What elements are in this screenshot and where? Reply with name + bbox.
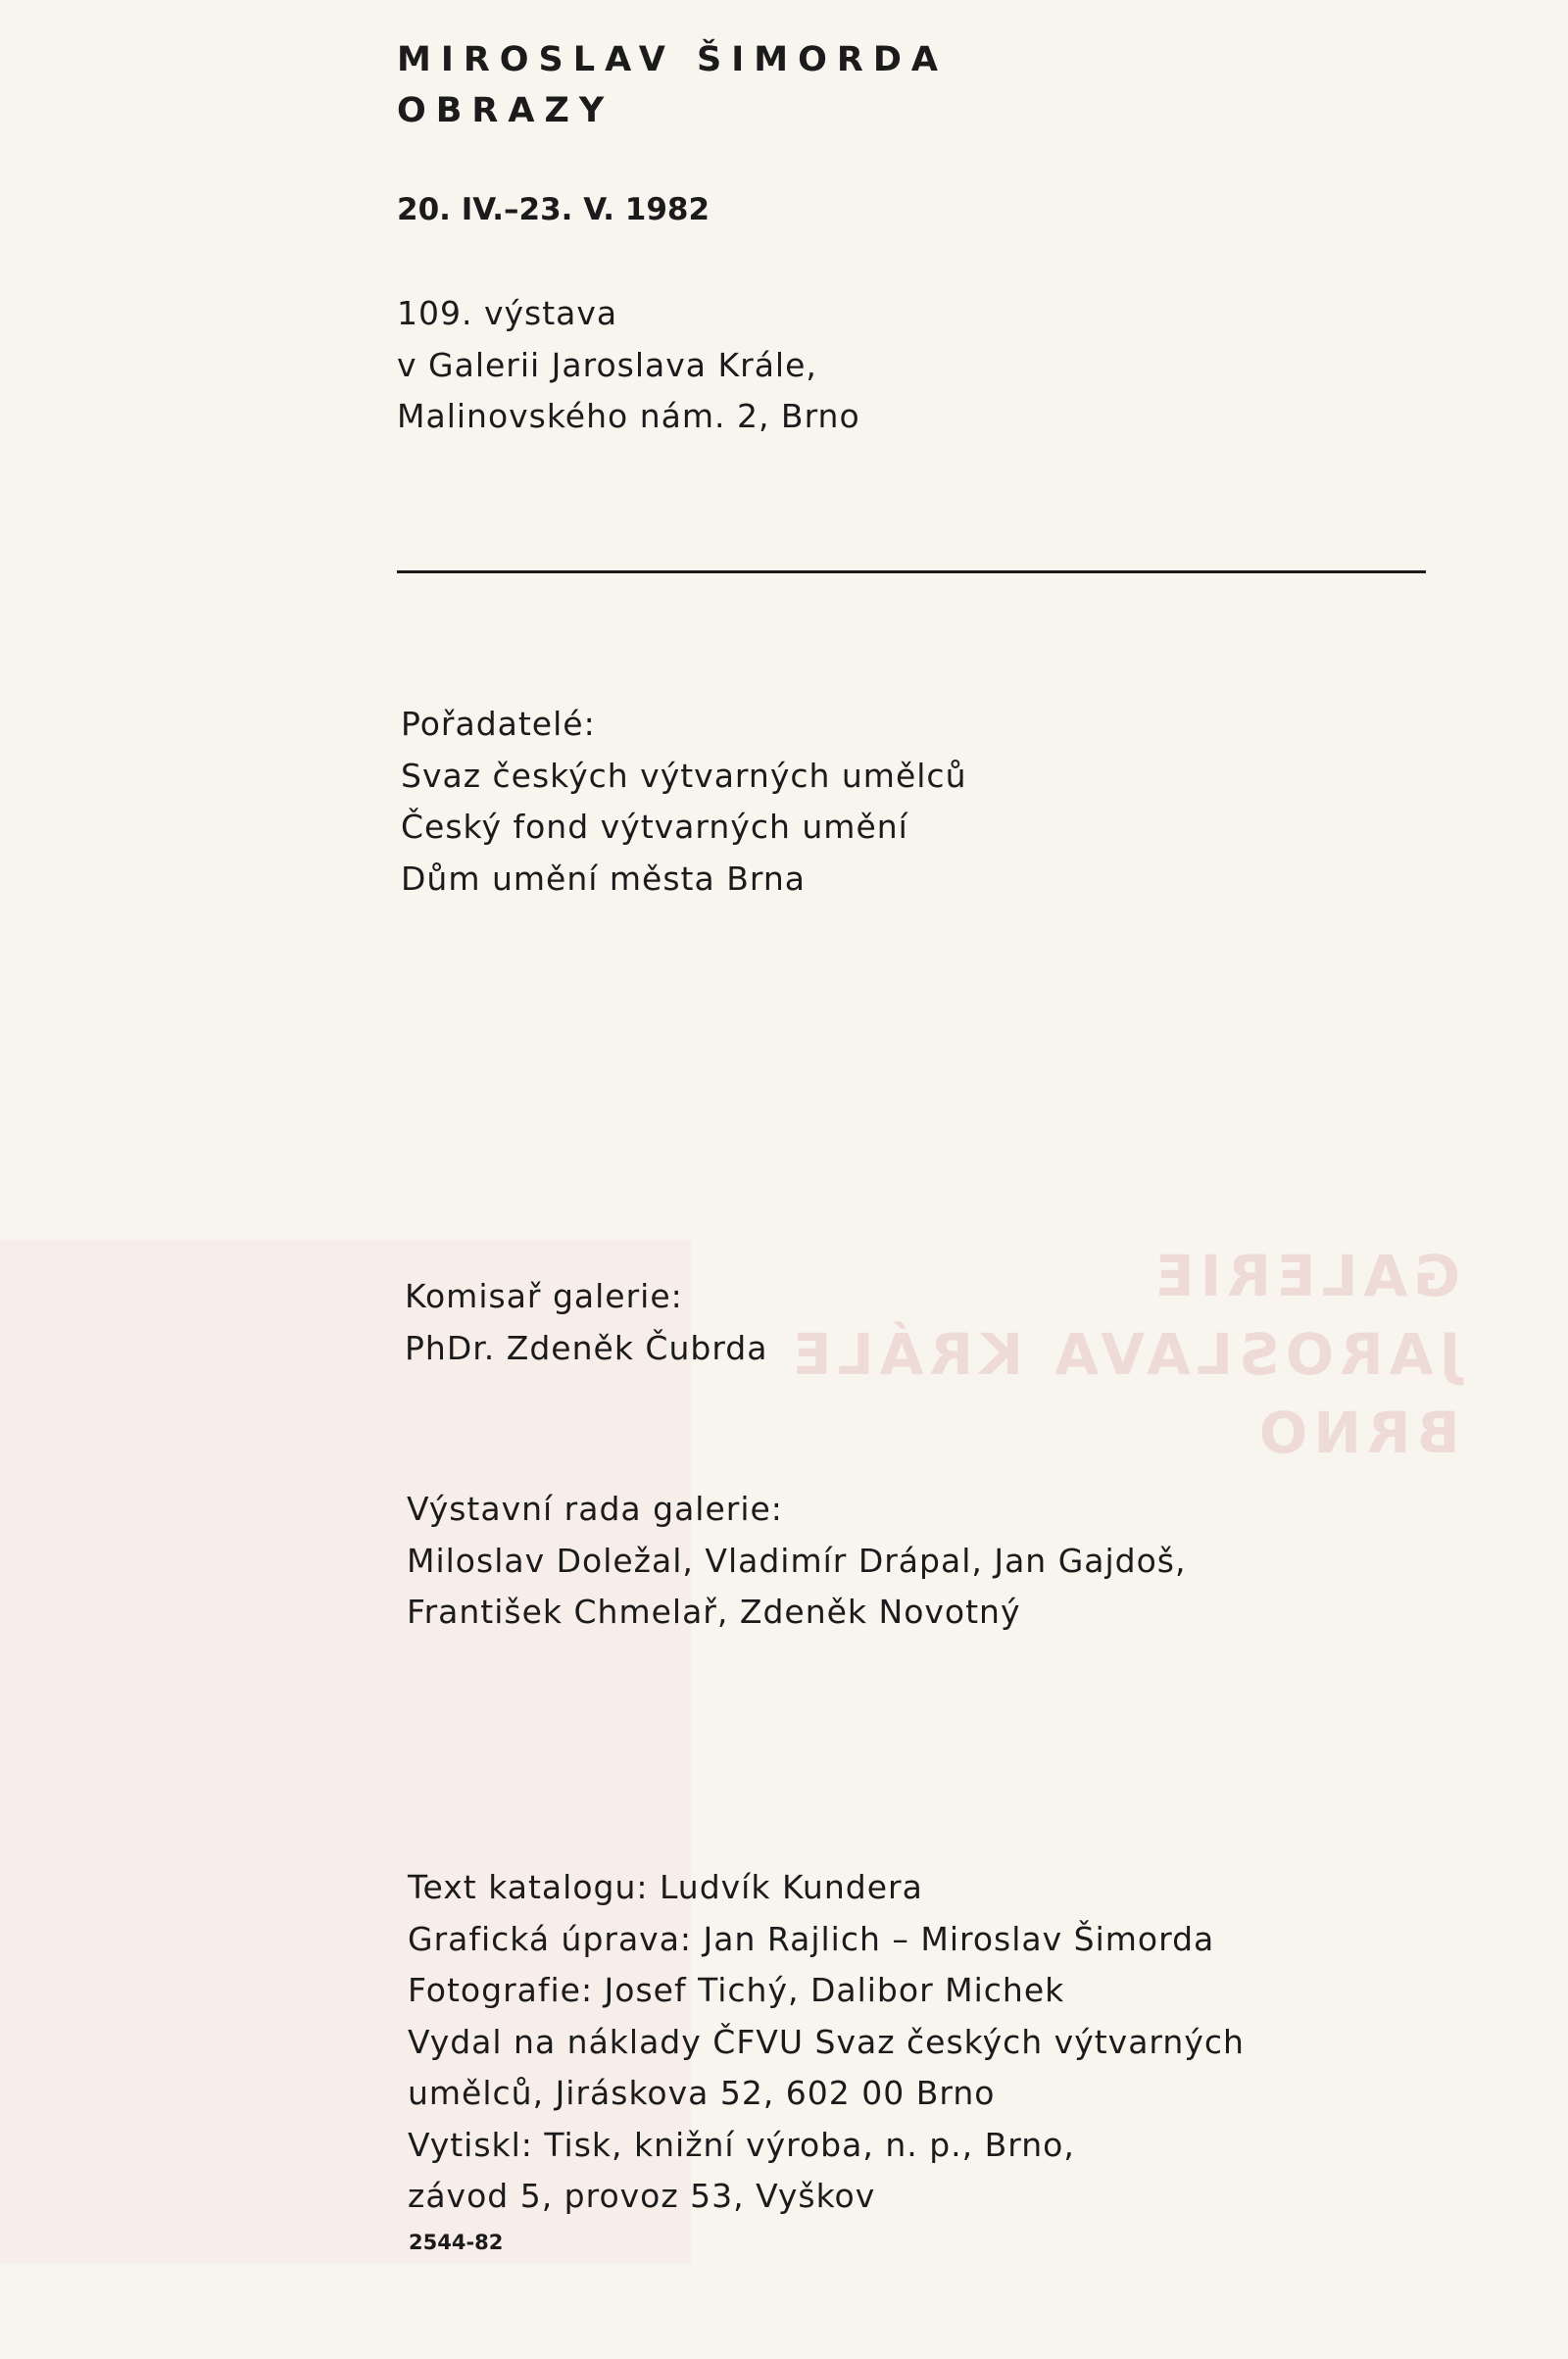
exhibition-dates: 20. IV.–23. V. 1982	[397, 192, 710, 227]
title-block	[397, 34, 948, 136]
credits-line: umělců, Jiráskova 52, 602 00 Brno	[408, 2074, 996, 2112]
exhibition-info-line: 109. výstava	[397, 294, 618, 332]
commissioner-section	[405, 1271, 767, 1374]
organizer-line: Dům umění města Brna	[401, 859, 806, 898]
organizers-heading: Pořadatelé:	[401, 705, 596, 743]
show-through-text-line: JAROSLAVA KRÁLE	[786, 1321, 1460, 1388]
exhibition-info	[397, 288, 860, 443]
commissioner-heading: Komisař galerie:	[405, 1277, 683, 1315]
credits-line: Grafická úprava: Jan Rajlich – Miroslav Šimorda	[408, 1919, 1215, 1958]
author-name: MIROSLAV ŠIMORDA	[397, 40, 948, 79]
show-through-text-line: BRNO	[1253, 1400, 1460, 1466]
organizers-section	[401, 699, 966, 905]
credits-line: Fotografie: Josef Tichý, Dalibor Michek	[408, 1971, 1065, 2009]
organizer-line: Svaz českých výtvarných umělců	[401, 756, 967, 795]
credits-section	[408, 1862, 1245, 2223]
exhibition-info-line: v Galerii Jaroslava Krále,	[397, 345, 817, 384]
commissioner-name: PhDr. Zdeněk Čubrda	[405, 1328, 768, 1367]
council-section	[407, 1484, 1186, 1639]
organizer-line: Český fond výtvarných umění	[401, 808, 908, 846]
council-line: Miloslav Doležal, Vladimír Drápal, Jan Gajdoš,	[407, 1541, 1187, 1580]
credits-line: Text katalogu: Ludvík Kundera	[408, 1868, 923, 1906]
divider-line	[397, 570, 1426, 573]
show-through-text-line: GALERIE	[1150, 1243, 1460, 1309]
exhibition-title: OBRAZY	[397, 91, 614, 130]
print-code: 2544-82	[409, 2231, 504, 2254]
exhibition-info-line: Malinovského nám. 2, Brno	[397, 397, 860, 435]
council-line: František Chmelař, Zdeněk Novotný	[407, 1593, 1021, 1631]
credits-line: Vytiskl: Tisk, knižní výroba, n. p., Brno,	[408, 2125, 1075, 2164]
council-heading: Výstavní rada galerie:	[407, 1490, 783, 1528]
credits-line: Vydal na náklady ČFVU Svaz českých výtvarných	[408, 2022, 1245, 2061]
credits-line: závod 5, provoz 53, Vyškov	[408, 2177, 876, 2215]
